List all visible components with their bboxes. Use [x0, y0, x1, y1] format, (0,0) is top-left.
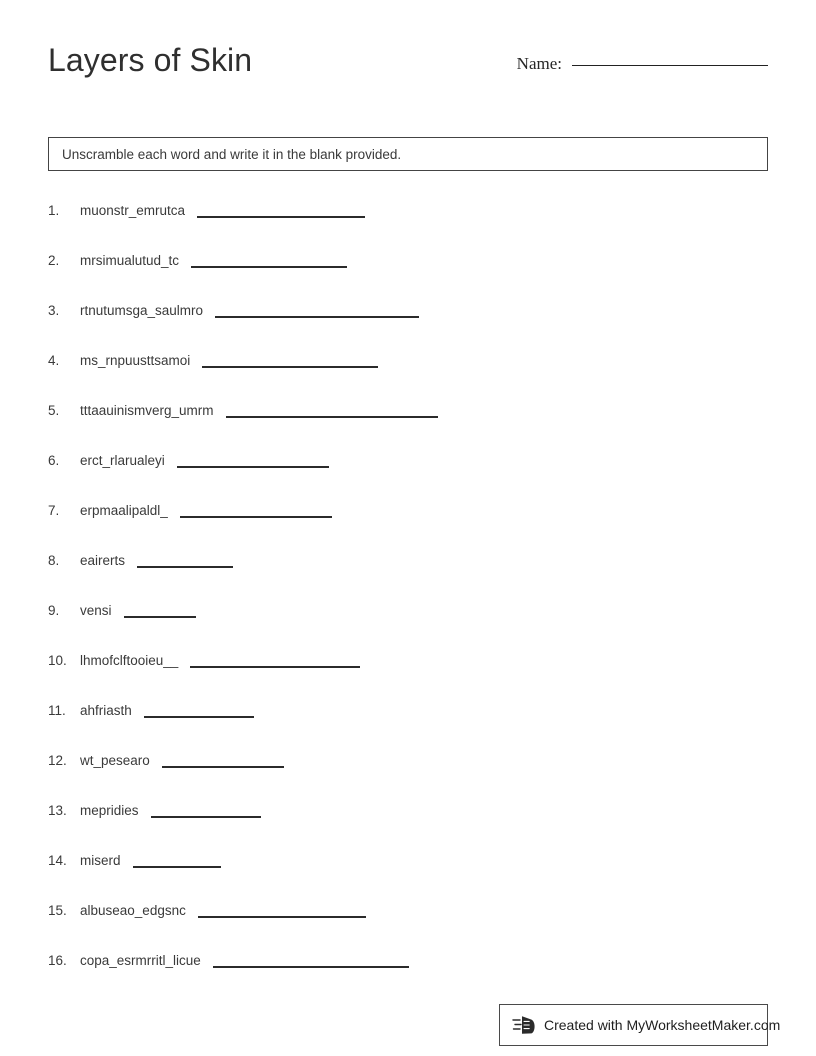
scrambled-word: copa_esrmrritl_licue	[80, 953, 201, 968]
scrambled-word: vensi	[80, 603, 112, 618]
scrambled-word: albuseao_edgsnc	[80, 903, 186, 918]
list-item	[48, 502, 768, 552]
scrambled-word: muonstr_emrutca	[80, 203, 186, 218]
list-item	[48, 302, 768, 352]
scrambled-word: mrsimualutud_tc	[80, 253, 180, 268]
answer-blank[interactable]	[144, 716, 254, 718]
name-label: Name:	[516, 54, 562, 73]
list-item	[48, 352, 768, 402]
list-item-number: 16.	[48, 953, 67, 968]
scrambled-word: miserd	[80, 853, 121, 868]
list-item-number: 12.	[48, 753, 67, 768]
name-input-blank[interactable]	[572, 65, 768, 66]
answer-blank[interactable]	[197, 216, 365, 218]
answer-blank[interactable]	[133, 866, 221, 868]
footer-badge	[499, 1004, 781, 1046]
instruction-box	[48, 137, 768, 171]
answer-blank[interactable]	[198, 916, 366, 918]
list-item-number: 14.	[48, 853, 67, 868]
list-item-number: 11.	[48, 703, 66, 718]
answer-blank[interactable]	[202, 366, 378, 368]
scrambled-word: wt_pesearo	[80, 753, 150, 768]
list-item	[48, 902, 768, 952]
scrambled-word: mepridies	[80, 803, 139, 818]
name-field-group	[517, 54, 768, 74]
list-item	[48, 252, 768, 302]
answer-blank[interactable]	[162, 766, 284, 768]
list-item-number: 4.	[48, 353, 60, 368]
list-item-number: 10.	[48, 653, 67, 668]
scrambled-word: eairerts	[80, 553, 126, 568]
scrambled-word: lhmofclftooieu__	[80, 653, 179, 668]
list-item	[48, 452, 768, 502]
scrambled-word: tttaauinismverg_umrm	[80, 403, 214, 418]
scrambled-word: rtnutumsga_saulmro	[80, 303, 204, 318]
list-item-number: 15.	[48, 903, 67, 918]
list-item	[48, 602, 768, 652]
list-item	[48, 802, 768, 852]
list-item-number: 7.	[48, 503, 60, 518]
page-title: Layers of Skin	[48, 42, 253, 78]
scrambled-word: ahfriasth	[80, 703, 132, 718]
list-item-number: 2.	[48, 253, 60, 268]
list-item-number: 13.	[48, 803, 67, 818]
footer-badge-text: Created with MyWorksheetMaker.com	[544, 1017, 781, 1033]
list-item-number: 3.	[48, 303, 60, 318]
answer-blank[interactable]	[226, 416, 438, 418]
answer-blank[interactable]	[180, 516, 332, 518]
list-item-number: 1.	[48, 203, 60, 218]
answer-blank[interactable]	[191, 266, 347, 268]
scrambled-word: erpmaalipaldl_	[80, 503, 168, 518]
answer-blank[interactable]	[137, 566, 233, 568]
worksheet-maker-logo-icon	[512, 1013, 538, 1037]
scrambled-word: ms_rnpuusttsamoi	[80, 353, 191, 368]
list-item	[48, 552, 768, 602]
answer-blank[interactable]	[213, 966, 409, 968]
problem-list	[48, 202, 768, 1002]
list-item	[48, 652, 768, 702]
answer-blank[interactable]	[177, 466, 329, 468]
list-item	[48, 752, 768, 802]
list-item-number: 8.	[48, 553, 60, 568]
list-item-number: 6.	[48, 453, 60, 468]
list-item	[48, 702, 768, 752]
instruction-text: Unscramble each word and write it in the blank provided.	[62, 146, 402, 162]
list-item	[48, 202, 768, 252]
list-item-number: 5.	[48, 403, 60, 418]
scrambled-word: erct_rlarualeyi	[80, 453, 165, 468]
list-item	[48, 952, 768, 1002]
list-item-number: 9.	[48, 603, 60, 618]
answer-blank[interactable]	[215, 316, 419, 318]
list-item	[48, 402, 768, 452]
list-item	[48, 852, 768, 902]
answer-blank[interactable]	[190, 666, 360, 668]
answer-blank[interactable]	[124, 616, 196, 618]
worksheet-header	[48, 42, 768, 102]
answer-blank[interactable]	[151, 816, 261, 818]
